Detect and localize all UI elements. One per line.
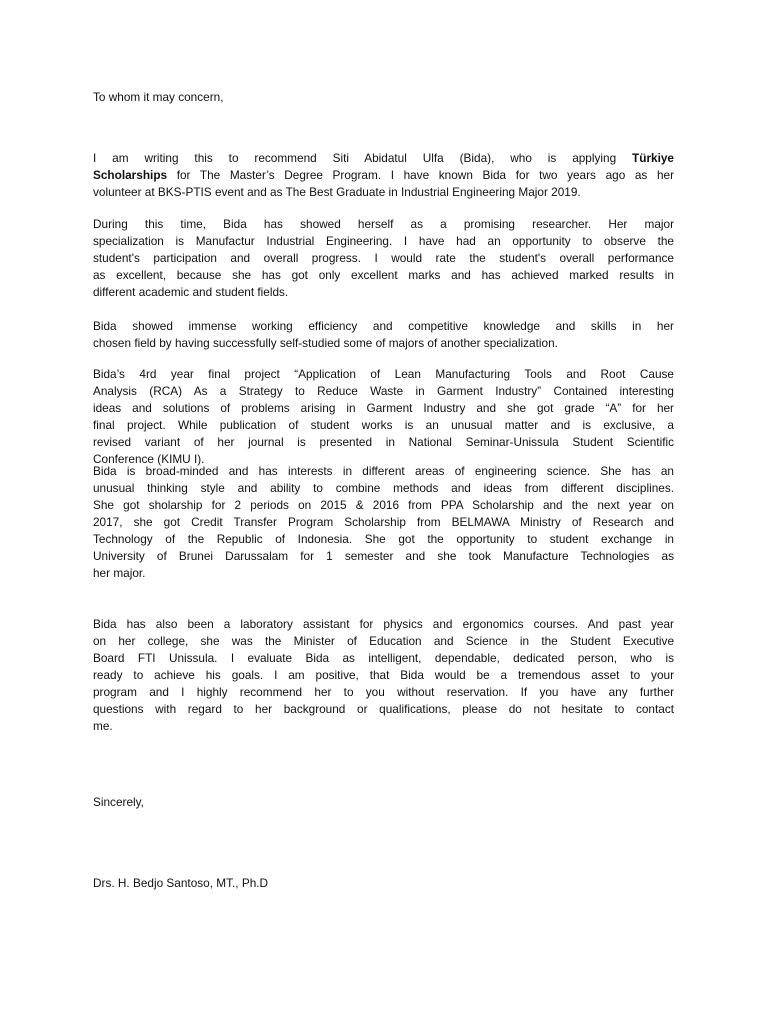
paragraph-1 [93, 150, 674, 201]
line: volunteer at BKS-PTIS event and as The Best Graduate in Industrial Engineering Major 2019. [93, 185, 581, 199]
line: She got sholarship for 2 periods on 2015 & 2016 from PPA Scholarship and the next year on [93, 498, 674, 512]
line: Bida has also been a laboratory assistant for physics and ergonomics courses. And past year [93, 617, 674, 631]
line: ideas and solutions of problems arising in Garment Industry and she got grade “A” for her [93, 401, 674, 415]
text: I am writing this to recommend Siti Abidatul Ulfa (Bida), who is applying [93, 151, 633, 165]
line: University of Brunei Darussalam for 1 semester and she took Manufacture Technologies as [93, 549, 674, 563]
salutation [93, 89, 674, 106]
paragraph-2 [93, 216, 674, 301]
paragraph-5 [93, 463, 674, 582]
line: Analysis (RCA) As a Strategy to Reduce Waste in Garment Industry” Contained interesting [93, 384, 674, 398]
line: Technology of the Republic of Indonesia. She got the opportunity to student exchange in [93, 532, 674, 546]
line: final project. While publication of student works is an unusual matter and is exclusive, a [93, 418, 674, 432]
signature [93, 875, 674, 892]
line: ready to achieve his goals. I am positive, that Bida would be a tremendous asset to your [93, 668, 674, 682]
line: as excellent, because she has got only excellent marks and has achieved marked results in [93, 268, 674, 282]
closing-text: Sincerely, [93, 795, 144, 809]
line: unusual thinking style and ability to combine methods and ideas from different disciplines. [93, 481, 674, 495]
line [93, 150, 674, 167]
line: different academic and student fields. [93, 285, 289, 299]
paragraph-4 [93, 366, 674, 468]
closing [93, 794, 674, 811]
line: me. [93, 719, 113, 733]
line: specialization is Manufactur Industrial Engineering. I have had an opportunity to observe the [93, 234, 674, 248]
line: on her college, she was the Minister of Education and Science in the Student Executive [93, 634, 674, 648]
signature-name: Drs. H. Bedjo Santoso, MT., Ph.D [93, 876, 269, 890]
line: chosen field by having successfully self-studied some of majors of another specialization. [93, 336, 558, 350]
line: program and I highly recommend her to you without reservation. If you have any further [93, 685, 674, 699]
line: Bida showed immense working efficiency and competitive knowledge and skills in her [93, 319, 674, 333]
line: Board FTI Unissula. I evaluate Bida as intelligent, dependable, dedicated person, who is [93, 651, 674, 665]
salutation-text: To whom it may concern, [93, 90, 224, 104]
line: student's participation and overall progress. I would rate the student's overall performance [93, 251, 674, 265]
line: revised variant of her journal is presented in National Seminar-Unissula Student Scientific [93, 435, 674, 449]
bold-text: Türkiye [632, 151, 674, 165]
line: questions with regard to her background or qualifications, please do not hesitate to contact [93, 702, 674, 716]
line: Bida is broad-minded and has interests in different areas of engineering science. She has an [93, 464, 674, 478]
line: During this time, Bida has showed herself as a promising researcher. Her major [93, 217, 674, 231]
text: for The Master’s Degree Program. I have known Bida for two years ago as her [167, 168, 674, 182]
paragraph-6 [93, 616, 674, 735]
line: Bida’s 4rd year final project “Application of Lean Manufacturing Tools and Root Cause [93, 367, 674, 381]
line: 2017, she got Credit Transfer Program Scholarship from BELMAWA Ministry of Research and [93, 515, 674, 529]
bold-text: Scholarships [93, 168, 168, 182]
line [93, 167, 674, 184]
line: her major. [93, 566, 146, 580]
paragraph-3 [93, 318, 674, 352]
line: Conference (KIMU I). [93, 452, 205, 466]
